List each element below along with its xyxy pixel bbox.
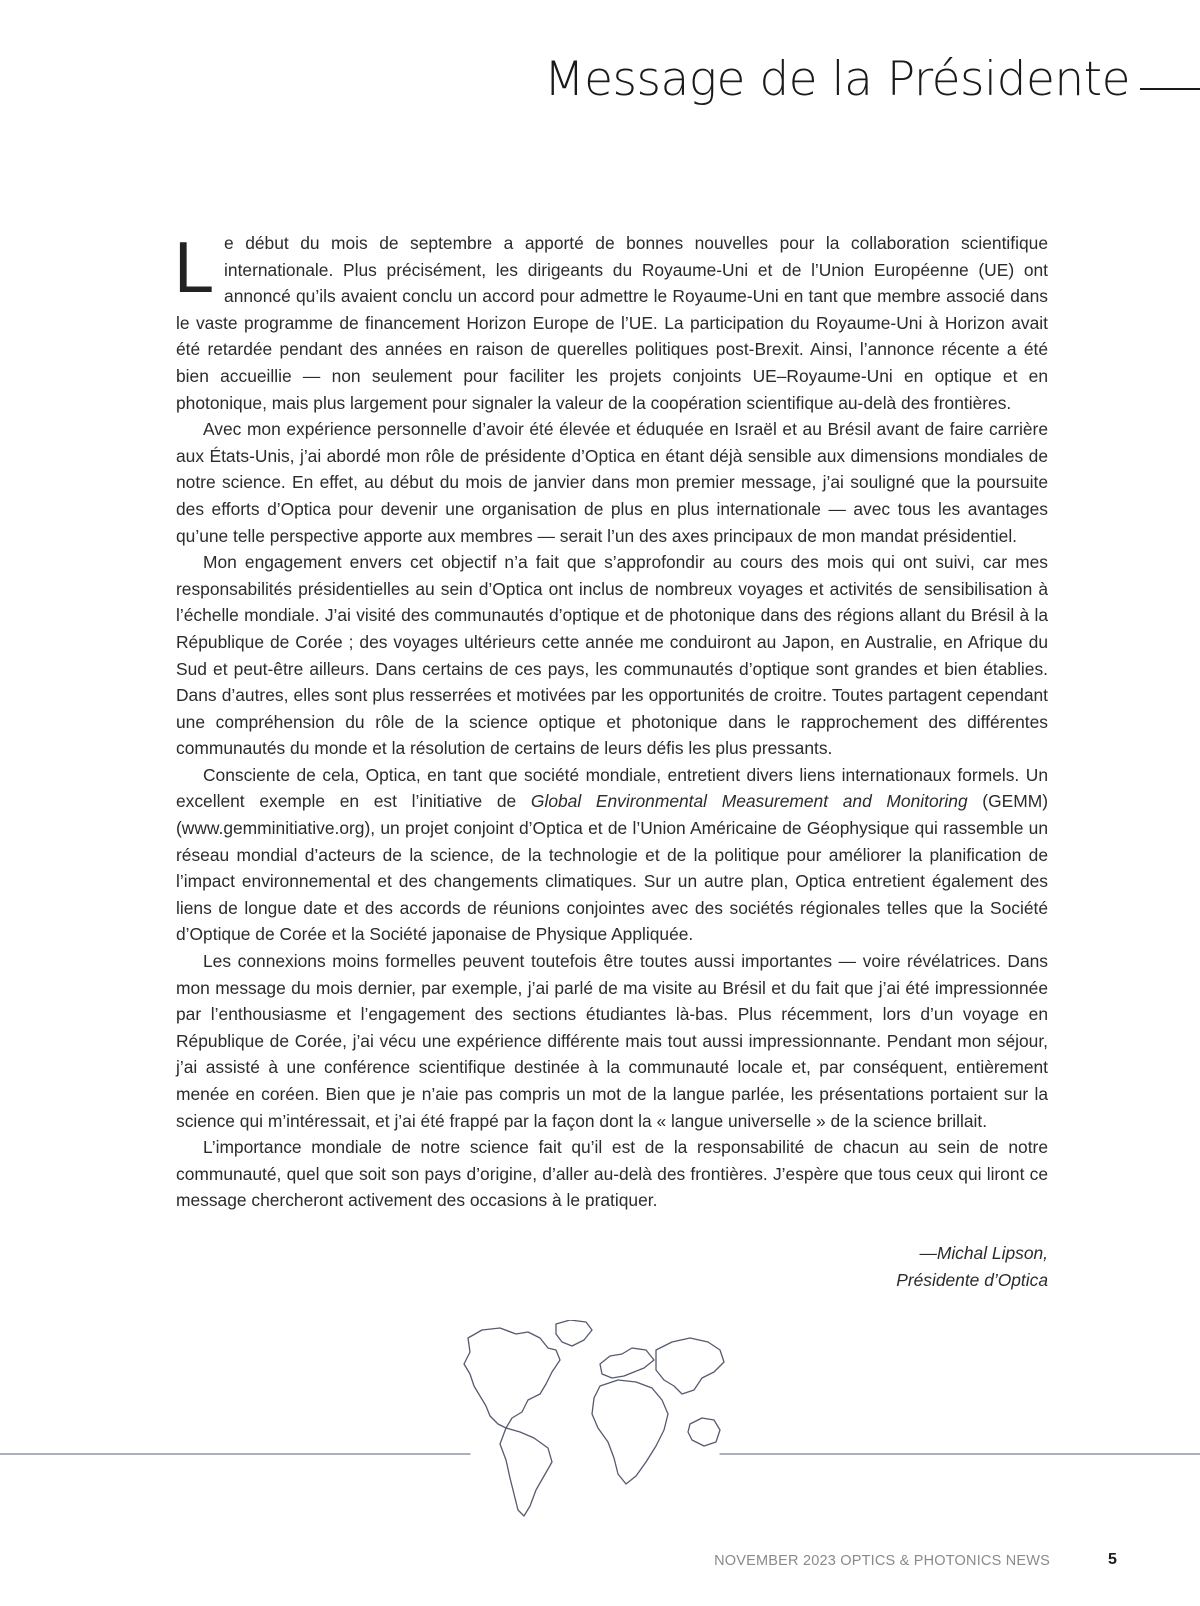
australia-outline bbox=[688, 1418, 720, 1446]
drop-cap: L bbox=[174, 228, 215, 308]
asia-outline bbox=[656, 1338, 724, 1394]
world-map-illustration bbox=[0, 1320, 1200, 1520]
article-body bbox=[176, 230, 1048, 1214]
signature-name: —Michal Lipson, bbox=[919, 1243, 1048, 1263]
south-america-outline bbox=[500, 1428, 552, 1516]
north-america-outline bbox=[464, 1328, 560, 1428]
paragraph-2: Avec mon expérience personnelle d’avoir été élevée et éduquée en Israël et au Brésil avant de faire carrière aux États-Unis, j’ai abordé mon rôle de présidente d’Optica en étant déjà sensible aux dimensions mondiales de notre science. En effet, au début du mois de janvier dans mon premier message, j’ai souligné que la poursuite des efforts d’Optica pour devenir une organisation de plus en plus internationale — avec tous les avantages qu’une telle perspective apporte aux membres — serait l’un des axes principaux de mon mandat présidentiel. bbox=[176, 419, 1048, 546]
paragraph-5: Les connexions moins formelles peuvent toutefois être toutes aussi importantes — voire révélatrices. Dans mon message du mois dernier, par exemple, j’ai parlé de ma visite au Brésil et du fait que j’ai été impressionnée par l’enthousiasme et l’engagement des sections étudiantes là-bas. Plus récemment, lors d’un voyage en République de Corée, j’ai vécu une expérience différente mais tout aussi impressionnante. Pendant mon séjour, j’ai assisté à une conférence scientifique destinée à la communauté locale et, par conséquent, entièrement menée en coréen. Bien que je n’aie pas compris un mot de la langue parlée, les présentations portaient sur la science qui m’intéressait, et j’ai été frappé par la façon dont la « langue universelle » de la science brillait. bbox=[176, 951, 1048, 1131]
footer-issue: NOVEMBER 2023 OPTICS & PHOTONICS NEWS bbox=[714, 1553, 1050, 1569]
page-title: Message de la Présidente bbox=[544, 52, 1130, 107]
page-number: 5 bbox=[1108, 1551, 1117, 1568]
gemm-title: Global Environmental Measurement and Monitoring bbox=[530, 791, 968, 812]
paragraph-4 bbox=[176, 762, 1048, 948]
signature bbox=[896, 1240, 1048, 1293]
paragraph-1 bbox=[176, 230, 1048, 416]
africa-outline bbox=[592, 1380, 668, 1484]
greenland-outline bbox=[556, 1320, 592, 1346]
signature-role: Présidente d’Optica bbox=[896, 1269, 1048, 1290]
paragraph-4-text-a: Consciente de cela, Optica, en tant que société mondiale, entretient divers liens internationaux formels. Un excellent exemple en est l’initiative de bbox=[176, 764, 1048, 812]
europe-outline bbox=[600, 1348, 654, 1378]
title-rule bbox=[1140, 88, 1200, 90]
paragraph-3: Mon engagement envers cet objectif n’a fait que s’approfondir au cours des mois qui ont suivi, car mes responsabilités présidentielles au sein d’Optica ont inclus de nombreux voyages et activités de sensibilisation à l’échelle mondiale. J’ai visité des communautés d’optique et de photonique dans des régions allant du Brésil à la République de Corée ; des voyages ultérieurs cette année me conduiront au Japon, en Australie, en Afrique du Sud et peut-être ailleurs. Dans certains de ces pays, les communautés d’optique sont grandes et bien établies. Dans d’autres, elles sont plus resserrées et motivées par les opportunités de croitre. Toutes partagent cependant une compréhension du rôle de la science optique et photonique dans le rapprochement des différentes communautés du monde et la résolution de certains de leurs défis les plus pressants. bbox=[176, 552, 1048, 759]
paragraph-4-text-b: (GEMM) (www.gemminitiative.org), un projet conjoint d’Optica et de l’Union Américaine de Géophysique qui rassemble un réseau mondial d’acteurs de la science, de la technologie et de la politique pour améliorer la planification de l’impact environnemental et des changements climatiques. Sur un autre plan, Optica entretient également des liens de longue date et des accords de réunions conjointes avec des sociétés régionales telles que la Société d’Optique de Corée et la Société japonaise de Physique Appliquée. bbox=[176, 791, 1048, 945]
paragraph-1-text: e début du mois de septembre a apporté de bonnes nouvelles pour la collaboration scientifique internationale. Plus précisément, les dirigeants du Royaume-Uni et de l’Union Européenne (UE) ont annoncé qu’ils avaient conclu un accord pour admettre le Royaume-Uni en tant que membre associé dans le vaste programme de financement Horizon Europe de l’UE. La participation du Royaume-Uni à Horizon avait été retardée pendant des années en raison de querelles politiques post-Brexit. Ainsi, l’annonce récente a été bien accueillie — non seulement pour faciliter les projets conjoints UE–Royaume-Uni en optique et en photonique, mais plus largement pour signaler la valeur de la coopération scientifique au-delà des frontières. bbox=[176, 233, 1048, 413]
paragraph-6: L’importance mondiale de notre science fait qu’il est de la responsabilité de chacun au sein de notre communauté, quel que soit son pays d’origine, d’aller au-delà des frontières. J’espère que tous ceux qui liront ce message chercheront activement des occasions à le pratiquer. bbox=[176, 1137, 1048, 1211]
